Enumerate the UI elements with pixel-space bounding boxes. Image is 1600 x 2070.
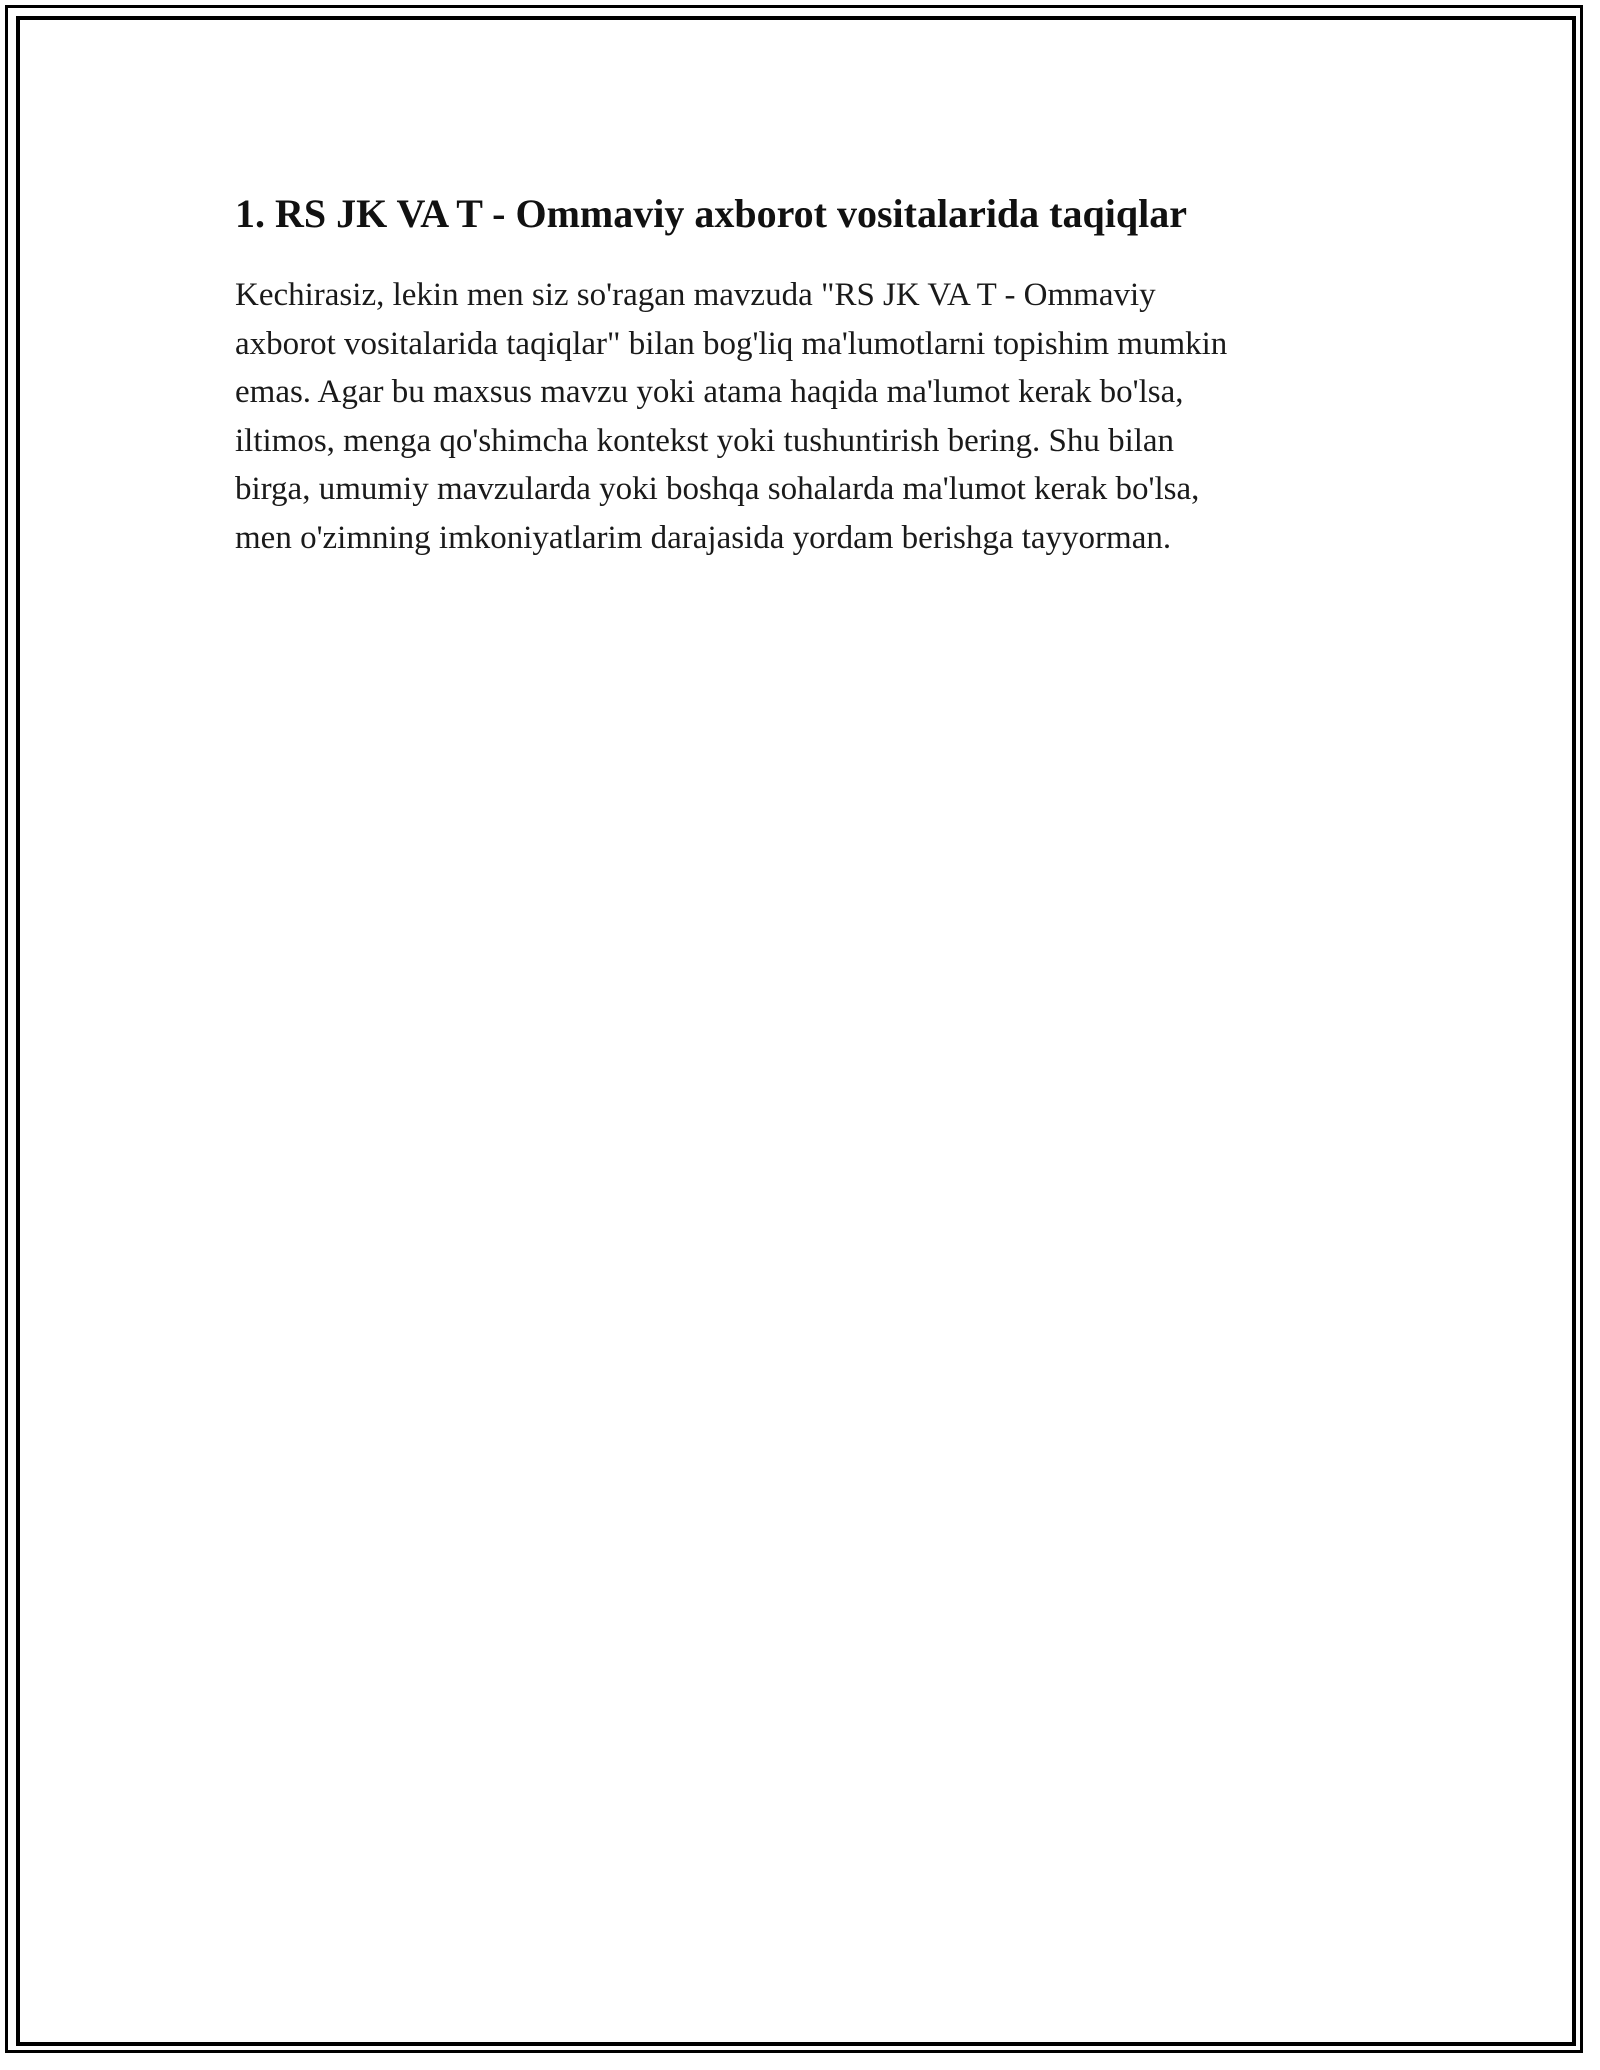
body-paragraph	[235, 271, 1365, 562]
paragraph-line: axborot vositalarida taqiqlar" bilan bog'liq ma'lumotlarni topishim mumkin	[235, 325, 1228, 362]
paragraph-line: Kechirasiz, lekin men siz so'ragan mavzuda "RS JK VA T - Ommaviy	[235, 277, 1156, 313]
document-content	[235, 185, 1365, 562]
paragraph-line: men o'zimning imkoniyatlarim darajasida yordam berishga tayyorman.	[235, 519, 1172, 556]
paragraph-line: birga, umumiy mavzularda yoki boshqa sohalarda ma'lumot kerak bo'lsa,	[235, 471, 1200, 507]
section-heading: 1. RS JK VA T - Ommaviy axborot vositalarida taqiqlar	[235, 191, 1187, 236]
paragraph-line: emas. Agar bu maxsus mavzu yoki atama haqida ma'lumot kerak bo'lsa,	[235, 374, 1184, 410]
paragraph-line: iltimos, menga qo'shimcha kontekst yoki tushuntirish bering. Shu bilan	[235, 422, 1175, 459]
